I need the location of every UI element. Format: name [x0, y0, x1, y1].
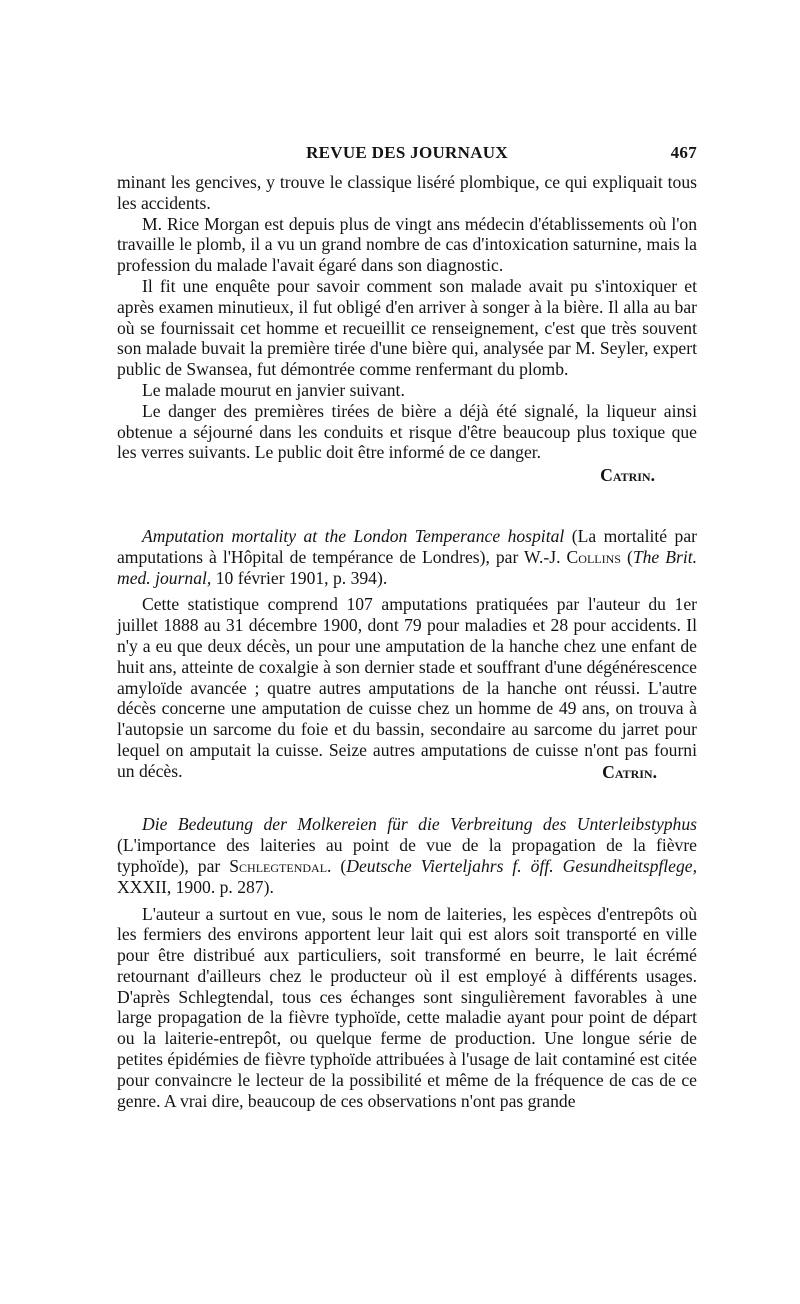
s3-ref-journal: Deutsche Vierteljahrs f. öff. Gesundheitspflege,	[346, 855, 697, 876]
s3-ref-details: XXXII, 1900. p. 287).	[117, 876, 274, 897]
s2-ref-open: (	[620, 546, 633, 567]
s3-ref-open: (	[331, 855, 347, 876]
s2-reference	[117, 526, 697, 588]
page-number: 467	[670, 143, 697, 162]
s1-signature: Catrin.	[600, 465, 655, 486]
s2-ref-author: Collins	[566, 546, 621, 567]
s3-ref-translation: (L'importance des laiteries au point de vue de la propagation de la fièvre typhoïde), par	[117, 835, 697, 876]
s2-body: Cette statistique comprend 107 amputations pratiquées par l'auteur du 1er juillet 1888 au 31 décembre 1900, dont 79 pour maladies et 28 pour accidents. Il n'y a eu que deux décès, un pour une amputation de la hanche chez une enfant de huit ans, atteinte de coxalgie à son dernier stade et souffrant d'une dégénérescence amyloïde avancée ; quatre autres amputations de la hanche ont réussi. L'autre décès concerne une amputation de cuisse chez un homme de 49 ans, on trouva à l'autopsie un sarcome du foie et du bassin, secondaire au sarcome du jarret pour lequel on amputait la cuisse. Seize autres amputations de cuisse n'ont pas fourni un décès.	[117, 594, 697, 781]
page-header	[117, 143, 697, 167]
s1-paragraph-1: minant les gencives, y trouve le classique liséré plombique, ce qui expliquait tous les accidents.	[117, 172, 697, 213]
s2-ref-title: Amputation mortality at the London Temperance hospital	[142, 525, 565, 546]
s3-ref-author: Schlegtendal.	[229, 855, 332, 876]
section-gap	[117, 486, 697, 526]
s1-paragraph-2: M. Rice Morgan est depuis plus de vingt ans médecin d'établissements où l'on travaille le plomb, il a vu un grand nombre de cas d'intoxication saturnine, mais la profession du malade l'avait égaré dans son diagnostic.	[117, 213, 697, 276]
body-text	[117, 172, 697, 1111]
running-title: REVUE DES JOURNAUX	[306, 143, 508, 162]
s2-ref-translation: (La mortalité par amputations à l'Hôpital de tempérance de Londres), par W.-J.	[117, 525, 697, 567]
s2-ref-details: 10 février 1901, p. 394).	[211, 567, 388, 588]
s3-reference	[117, 814, 697, 897]
s3-body: L'auteur a surtout en vue, sous le nom de laiteries, les espèces d'entrepôts où les fermiers des environs apportent leur lait qui est alors soit transporté en ville pour être distribué aux particuliers, soit transformé en beurre, le lait écrémé retournant d'ailleurs chez le producteur où il est employé à différents usages. D'après Schlegtendal, tous ces échanges sont singulièrement favorables à une large propagation de la fièvre typhoïde, cette maladie ayant pour point de départ ou la laiterie-entrepôt, ou quelque ferme de production. Une longue série de petites épidémies de fièvre typhoïde attribuées à l'usage de lait contaminé est citée pour convaincre le lecteur de la possibilité et même de la fréquence de cas de ce genre. A vrai dire, beaucoup de ces observations n'ont pas grande	[117, 903, 697, 1111]
s3-ref-title: Die Bedeutung der Molkereien für die Verbreitung des Unterleibstyphus	[142, 814, 697, 835]
s1-paragraph-4: Le malade mourut en janvier suivant.	[142, 379, 405, 400]
s1-paragraph-5: Le danger des premières tirées de bière a déjà été signalé, la liqueur ainsi obtenue a séjourné dans les conduits et risque d'être beaucoup plus toxique que les verres suivants. Le public doit être informé de ce danger.	[117, 400, 697, 463]
s2-ref-journal: The Brit. med. journal,	[117, 546, 697, 588]
s1-paragraph-3: Il fit une enquête pour savoir comment son malade avait pu s'intoxiquer et après examen minutieux, il fut obligé d'en arriver à songer à la bière. Il alla au bar où se fournissait cet homme et recueillit ce renseignement, c'est que très souvent son malade buvait la première tirée d'une bière qui, analysée par M. Seyler, expert public de Swansea, fut démontrée comme renfermant du plomb.	[117, 275, 697, 380]
section-gap	[117, 782, 697, 814]
s2-signature: Catrin.	[602, 761, 657, 782]
